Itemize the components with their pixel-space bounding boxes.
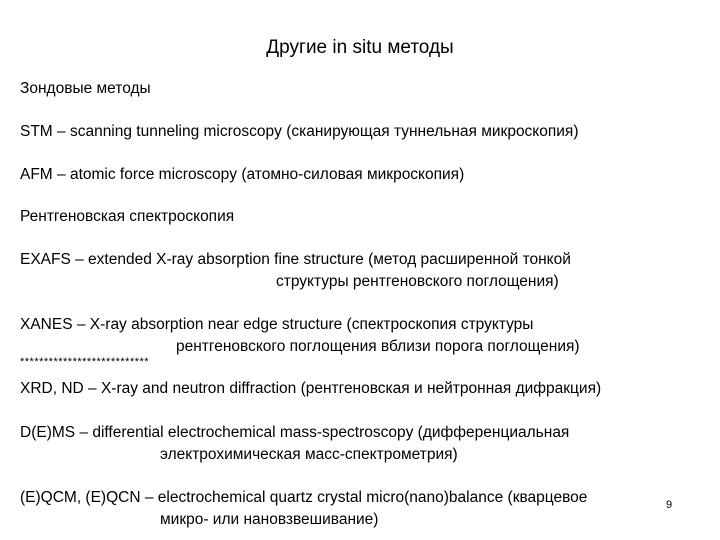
section-heading-xray-spectroscopy: Рентгеновская спектроскопия	[20, 208, 235, 225]
entry-dems-line1: D(E)MS – differential electrochemical mass-spectroscopy (дифференциальная	[20, 424, 570, 441]
entry-exafs-line1: EXAFS – extended X-ray absorption fine structure (метод расширенной тонкой	[20, 251, 571, 268]
entry-eqcm-line2: микро- или нановзвешивание)	[160, 511, 379, 528]
section-heading-probe-methods: Зондовые методы	[20, 80, 151, 97]
entry-xanes-line1: XANES – X-ray absorption near edge structure (спектроскопия структуры	[20, 316, 534, 333]
page-number: 9	[666, 499, 673, 511]
entry-exafs-line2: структуры рентгеновского поглощения)	[276, 273, 559, 290]
entry-xanes-line2: рентгеновского поглощения вблизи порога поглощения)	[176, 338, 580, 355]
asterisk-separator: ***************************	[20, 356, 150, 368]
page-title: Другие in situ методы	[266, 37, 454, 58]
entry-stm: STM – scanning tunneling microscopy (сканирующая туннельная микроскопия)	[20, 123, 579, 140]
entry-afm: AFM – atomic force microscopy (атомно-силовая микроскопия)	[20, 166, 465, 183]
entry-eqcm-line1: (E)QCM, (E)QCN – electrochemical quartz crystal micro(nano)balance (кварцевое	[20, 489, 588, 506]
entry-xrd: XRD, ND – X-ray and neutron diffraction (рентгеновская и нейтронная дифракция)	[20, 380, 602, 397]
entry-dems-line2: электрохимическая масс-спектрометрия)	[160, 446, 458, 463]
